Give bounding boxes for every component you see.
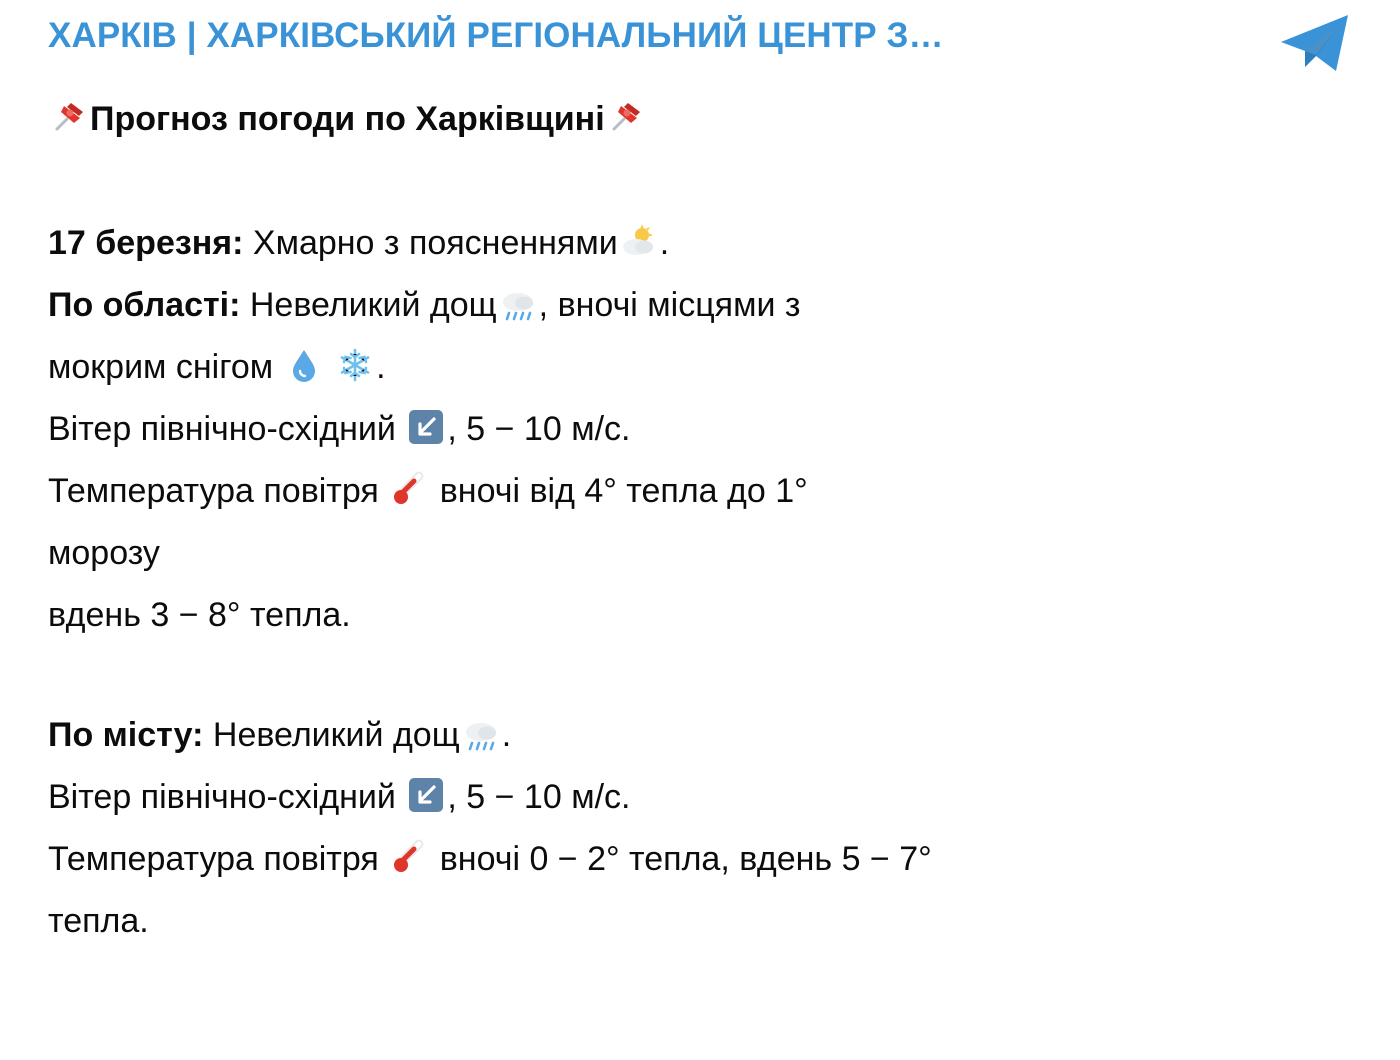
region-temp-value-2: морозу (48, 534, 160, 572)
snowflake-icon (336, 346, 374, 384)
region-wind-value: , 5 − 10 м/с. (447, 410, 631, 448)
region-area-label: По області: (48, 286, 241, 324)
city-label: По місту: (48, 716, 204, 754)
city-wind-line (48, 766, 1352, 828)
region-date-text-end: . (659, 224, 670, 262)
channel-title[interactable]: ХАРКІВ | ХАРКІВСЬКИЙ РЕГІОНАЛЬНИЙ ЦЕНТР З… (48, 16, 944, 55)
telegram-icon[interactable] (1278, 12, 1352, 74)
post-title: Прогноз погоди по Харківщині (90, 100, 605, 138)
city-temp-line-2 (48, 890, 1352, 952)
city-text: Невеликий дощ (212, 716, 460, 754)
paragraph-spacer-2 (48, 646, 1352, 704)
thermometer-icon (390, 470, 428, 508)
region-date-label: 17 березня: (48, 224, 244, 262)
cloud-with-rain-icon (499, 284, 537, 322)
arrow-down-left-icon (407, 408, 445, 446)
region-wind-text: Вітер північно-східний (48, 410, 396, 448)
city-line (48, 704, 1352, 766)
city-temp-value: вночі 0 − 2° тепла, вдень 5 − 7° (439, 840, 932, 878)
post-title-line (48, 88, 1352, 150)
post-body (48, 88, 1352, 952)
region-temp-day: вдень 3 − 8° тепла. (48, 596, 351, 634)
paragraph-spacer (48, 150, 1352, 212)
region-date-line (48, 212, 1352, 274)
region-temp-value: вночі від 4° тепла до 1° (439, 472, 808, 510)
region-area-line-2 (48, 336, 1352, 398)
city-wind-value: , 5 − 10 м/с. (447, 778, 631, 816)
region-temp-line-2 (48, 522, 1352, 584)
region-temp-day-line (48, 584, 1352, 646)
post-header (48, 14, 1352, 74)
pushpin-icon (607, 98, 645, 136)
region-date-text: Хмарно з поясненнями (252, 224, 618, 262)
region-area-text-2: , вночі місцями з (538, 286, 801, 324)
city-text-end: . (501, 716, 512, 754)
region-area-text: Невеликий дощ (249, 286, 497, 324)
region-temp-line (48, 460, 1352, 522)
city-temp-value-2: тепла. (48, 902, 149, 940)
city-wind-text: Вітер північно-східний (48, 778, 396, 816)
pushpin-icon (50, 98, 88, 136)
region-wind-line (48, 398, 1352, 460)
region-area-line2-text: мокрим снігом (48, 348, 274, 386)
city-temp-line (48, 828, 1352, 890)
droplet-icon (285, 346, 323, 384)
region-area-line2-end: . (376, 348, 386, 386)
city-temp-text: Температура повітря (48, 840, 379, 878)
cloud-with-rain-icon (462, 714, 500, 752)
thermometer-icon (390, 838, 428, 876)
sun-behind-cloud-icon (620, 222, 658, 260)
region-area-line (48, 274, 1352, 336)
region-temp-text: Температура повітря (48, 472, 379, 510)
arrow-down-left-icon (407, 776, 445, 814)
